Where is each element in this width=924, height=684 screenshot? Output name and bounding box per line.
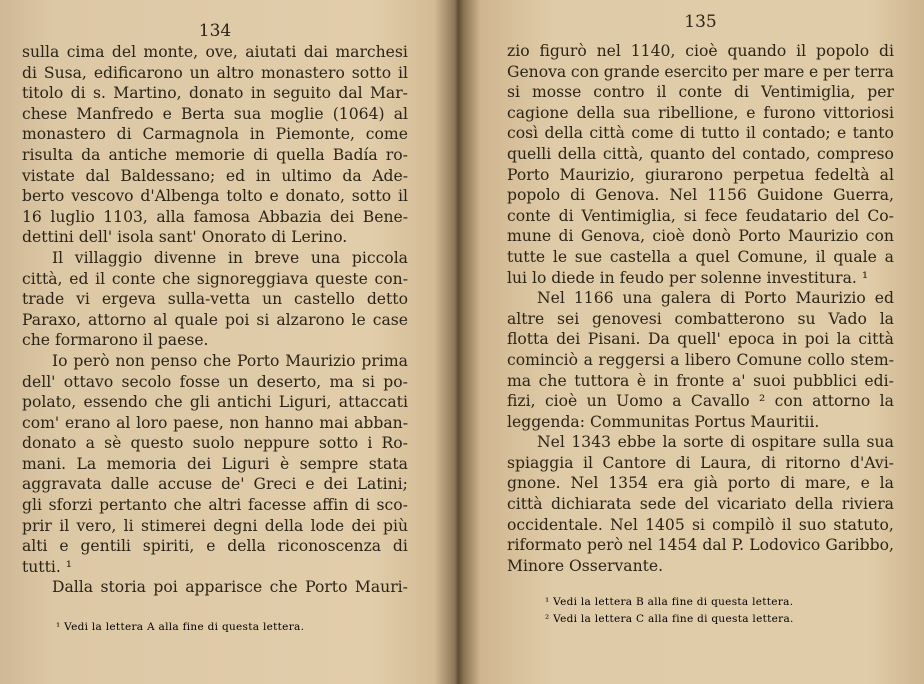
right-page-text	[507, 41, 894, 576]
text-line: Il villaggio divenne in breve una piccola	[52, 248, 408, 267]
left-footnotes	[56, 619, 304, 636]
text-line: Minore Osservante.	[507, 556, 664, 575]
text-line: donato a sè questo suolo neppure sotto i Ro-	[22, 434, 408, 453]
text-line: leggenda: Communitas Portus Mauritii.	[507, 412, 820, 431]
text-line: popolo di Genova. Nel 1156 Guidone Guerra,	[507, 186, 894, 205]
text-line: mani. La memoria dei Liguri è sempre stata	[22, 454, 408, 473]
text-line: mune di Genova, cioè donò Porto Maurizio con	[507, 227, 894, 246]
text-line: fizi, cioè un Uomo a Cavallo ² con attorno la	[507, 392, 894, 411]
text-line: così della città come di tutto il contado; e tanto	[507, 124, 894, 143]
text-line: città dichiarata sede del vicariato della riviera	[507, 495, 894, 514]
text-line: com' erano al loro paese, non hanno mai abban-	[22, 413, 408, 432]
text-line: lui lo diede in feudo per solenne investitura. ¹	[507, 268, 869, 287]
text-line: quelli della città, quanto del contado, compreso	[507, 144, 894, 163]
text-line: Paraxo, attorno al quale poi si alzarono le case	[22, 310, 408, 329]
text-line: monastero di Carmagnola in Piemonte, come	[22, 125, 408, 144]
right-page	[462, 0, 924, 684]
text-line: dell' ottavo secolo fosse un deserto, ma si po-	[22, 372, 408, 391]
text-line: Dalla storia poi apparisce che Porto Mauri-	[52, 578, 408, 597]
text-line: vistate dal Baldessano; ed in ultimo da Ade-	[22, 166, 408, 185]
text-line: tutte le sue castella a quel Comune, il quale a	[507, 247, 894, 266]
text-line: spiaggia il Cantore di Laura, di ritorno d'Avi-	[507, 453, 894, 472]
text-line: 16 luglio 1103, alla famosa Abbazia dei Bene-	[22, 207, 408, 226]
text-line: flotta dei Pisani. Da quell' epoca in poi la città	[507, 330, 894, 349]
text-line: cominciò a reggersi a libero Comune collo stem-	[507, 350, 894, 369]
text-line: zio figurò nel 1140, cioè quando il popolo di	[507, 42, 894, 60]
text-line: berto vescovo d'Albenga tolto e donato, sotto il	[22, 187, 408, 206]
text-line: Nel 1166 una galera di Porto Maurizio ed	[537, 289, 894, 308]
text-line: prir il vero, li stimerei degni della lode dei più	[22, 516, 408, 535]
text-line: occidentale. Nel 1405 si compilò il suo statuto,	[507, 515, 894, 534]
text-line: polato, essendo che gli antichi Liguri, attaccati	[22, 393, 408, 412]
text-line: sulla cima del monte, ove, aiutati dai marchesi	[22, 43, 408, 61]
page-number: 135	[684, 12, 717, 32]
text-line: gnone. Nel 1354 era già porto di mare, e la	[507, 474, 894, 493]
text-line: Io però non penso che Porto Maurizio prima	[52, 351, 408, 370]
text-line: conte di Ventimiglia, si fece feudatario del Co-	[507, 206, 894, 225]
text-line: cagione della sua ribellione, e furono vittoriosi	[507, 103, 894, 122]
text-line: alti e gentili spiriti, e della riconoscenza di	[22, 537, 408, 556]
footnote: ² Vedi la lettera C alla fine di questa lettera.	[545, 613, 794, 625]
text-line: Genova con grande esercito per mare e per terra	[507, 62, 894, 81]
text-line: gli sforzi pertanto che altri facesse affin di sco-	[22, 496, 408, 515]
text-line: che formarono il paese.	[22, 331, 209, 350]
text-line: Nel 1343 ebbe la sorte di ospitare sulla sua	[537, 433, 894, 452]
text-line: Porto Maurizio, giurarono perpetua fedeltà al	[507, 165, 894, 184]
text-line: ma che tuttora è in fronte a' suoi pubblici edi-	[507, 371, 894, 390]
text-line: riformato però nel 1454 dal P. Lodovico Garibbo,	[507, 536, 894, 555]
left-page	[0, 0, 452, 684]
text-line: tutti. ¹	[22, 557, 72, 576]
text-line: aggravata dalle accuse de' Greci e dei Latini;	[22, 475, 408, 494]
page-number: 134	[198, 21, 232, 41]
text-line: di Susa, edificarono un altro monastero sotto il	[22, 63, 408, 82]
text-line: città, ed il conte che signoreggiava queste con-	[22, 269, 408, 288]
text-line: si mosse contro il conte di Ventimiglia, per	[507, 83, 894, 102]
right-footnotes	[545, 594, 794, 628]
text-line: altre sei genovesi combatterono su Vado la	[507, 309, 894, 328]
text-line: trade vi ergeva sulla-vetta un castello detto	[22, 290, 408, 309]
text-line: titolo di s. Martino, donato in seguito dal Mar-	[22, 84, 408, 103]
footnote: ¹ Vedi la lettera A alla fine di questa lettera.	[56, 621, 305, 633]
left-page-text	[22, 42, 408, 598]
text-line: risulta da antiche memorie di quella Badía ro-	[22, 145, 408, 164]
text-line: dettini dell' isola sant' Onorato di Lerino.	[22, 228, 348, 247]
text-line: chese Manfredo e Berta sua moglie (1064) al	[22, 104, 408, 123]
footnote: ¹ Vedi la lettera B alla fine di questa lettera.	[545, 596, 794, 608]
